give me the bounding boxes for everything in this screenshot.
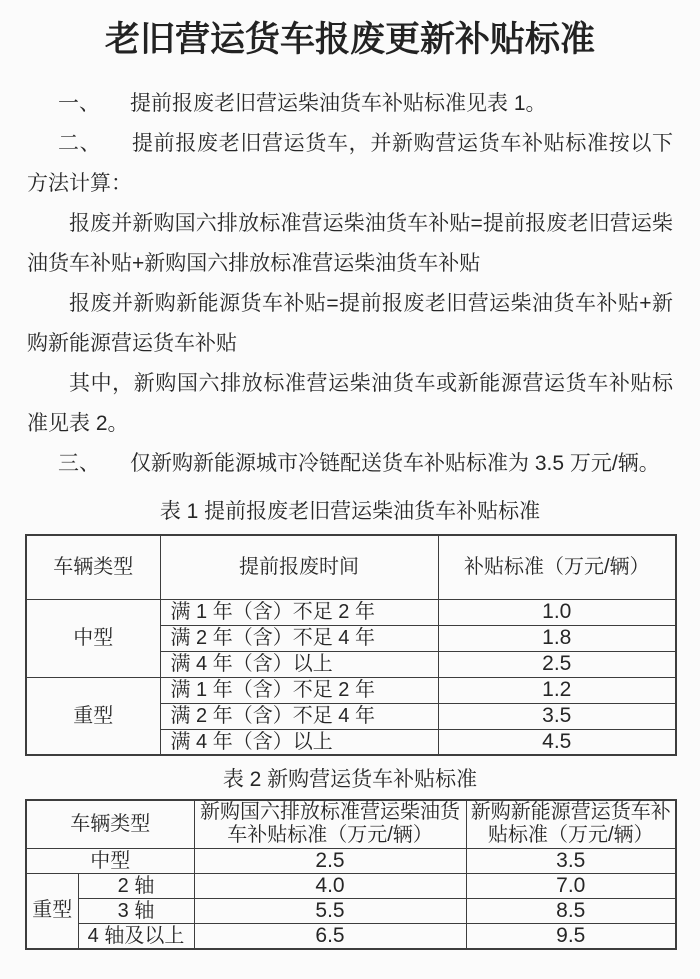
table1-header-scrap-period: 提前报废时间 <box>160 535 438 599</box>
diesel-subsidy-cell: 2.5 <box>194 848 466 873</box>
document-body <box>27 84 673 484</box>
diesel-subsidy-cell: 4.0 <box>194 873 466 898</box>
paragraph-1-marker: 一、 <box>58 92 100 115</box>
table1-header-subsidy: 补贴标准（万元/辆） <box>438 535 676 599</box>
page-title: 老旧营运货车报废更新补贴标准 <box>104 20 595 59</box>
paragraph-6 <box>27 444 673 484</box>
paragraph-2-text: 提前报废老旧营运货车，并新购营运货车补贴标准按以下方法计算： <box>27 132 674 195</box>
paragraph-4-text: 报废并新购新能源货车补贴=提前报废老旧营运柴油货车补贴+新购新能源营运货车补贴 <box>27 292 673 355</box>
table2-new-purchase-subsidy <box>25 799 677 950</box>
table1-caption: 表 1 提前报废老旧营运柴油货车补贴标准 <box>159 500 541 523</box>
period-cell: 满 2 年（含）不足 4 年 <box>160 703 438 729</box>
paragraph-6-marker: 三、 <box>58 452 100 475</box>
table-row <box>26 677 676 703</box>
paragraph-5-text: 其中，新购国六排放标准营运柴油货车或新能源营运货车补贴标准见表 2。 <box>27 372 673 435</box>
table-row <box>26 923 676 949</box>
paragraph-5 <box>27 364 673 444</box>
axle-cell: 3 轴 <box>78 898 194 923</box>
new-energy-subsidy-cell: 7.0 <box>466 873 676 898</box>
paragraph-2-marker: 二、 <box>58 132 102 155</box>
subsidy-cell: 4.5 <box>438 729 676 755</box>
table-row <box>26 848 676 873</box>
paragraph-3 <box>27 204 673 284</box>
period-cell: 满 4 年（含）以上 <box>160 651 438 677</box>
new-energy-subsidy-cell: 3.5 <box>466 848 676 873</box>
paragraph-3-text: 报废并新购国六排放标准营运柴油货车补贴=提前报废老旧营运柴油货车补贴+新购国六排放标准营运柴油货车补贴 <box>27 212 673 275</box>
axle-cell: 4 轴及以上 <box>78 923 194 949</box>
subsidy-cell: 2.5 <box>438 651 676 677</box>
paragraph-2 <box>27 124 673 204</box>
subsidy-cell: 1.2 <box>438 677 676 703</box>
table2-header-diesel-subsidy: 新购国六排放标准营运柴油货车补贴标准（万元/辆） <box>194 800 466 848</box>
table1-header-vehicle-type: 车辆类型 <box>26 535 160 599</box>
new-energy-subsidy-cell: 9.5 <box>466 923 676 949</box>
period-cell: 满 2 年（含）不足 4 年 <box>160 625 438 651</box>
subsidy-cell: 1.8 <box>438 625 676 651</box>
table2-header-vehicle-type: 车辆类型 <box>26 800 194 848</box>
table1-header-row <box>26 535 676 599</box>
new-energy-subsidy-cell: 8.5 <box>466 898 676 923</box>
table-row <box>26 898 676 923</box>
table1-scrap-subsidy <box>25 534 677 756</box>
table-row <box>26 599 676 625</box>
axle-cell: 2 轴 <box>78 873 194 898</box>
vehicle-type-cell-medium: 中型 <box>26 848 194 873</box>
table2-header-new-energy-subsidy: 新购新能源营运货车补贴标准（万元/辆） <box>466 800 676 848</box>
diesel-subsidy-cell: 5.5 <box>194 898 466 923</box>
table2-caption: 表 2 新购营运货车补贴标准 <box>222 768 478 791</box>
subsidy-cell: 3.5 <box>438 703 676 729</box>
subsidy-cell: 1.0 <box>438 599 676 625</box>
vehicle-type-cell-heavy: 重型 <box>26 677 160 755</box>
vehicle-type-cell-heavy: 重型 <box>26 873 78 949</box>
vehicle-type-cell-medium: 中型 <box>26 599 160 677</box>
period-cell: 满 1 年（含）不足 2 年 <box>160 599 438 625</box>
diesel-subsidy-cell: 6.5 <box>194 923 466 949</box>
table2-header-row <box>26 800 676 848</box>
period-cell: 满 4 年（含）以上 <box>160 729 438 755</box>
period-cell: 满 1 年（含）不足 2 年 <box>160 677 438 703</box>
paragraph-4 <box>27 284 673 364</box>
table-row <box>26 873 676 898</box>
paragraph-6-text: 仅新购新能源城市冷链配送货车补贴标准为 3.5 万元/辆。 <box>130 452 660 475</box>
paragraph-1 <box>27 84 673 124</box>
paragraph-1-text: 提前报废老旧营运柴油货车补贴标准见表 1。 <box>130 92 547 115</box>
